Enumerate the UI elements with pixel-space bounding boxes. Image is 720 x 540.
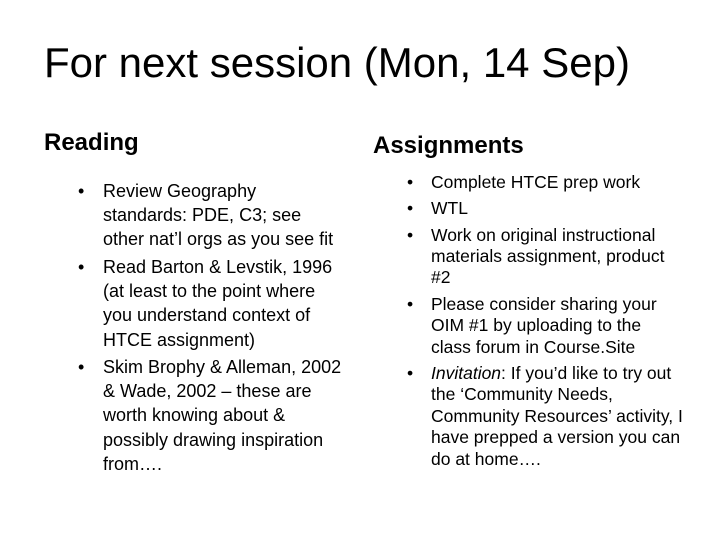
list-item-text: Skim Brophy & Alleman, 2002 & Wade, 2002 – these are worth knowing about & possibly drawing inspiration from…. (103, 356, 342, 475)
assignments-column (373, 132, 683, 470)
bullet-icon: • (78, 180, 85, 201)
list-item (373, 172, 683, 193)
slide-title: For next session (Mon, 14 Sep) (44, 39, 630, 86)
bullet-icon: • (407, 198, 414, 219)
assignments-list (373, 172, 683, 470)
list-item (373, 198, 683, 219)
list-item-text: Complete HTCE prep work (431, 171, 641, 192)
list-item (373, 294, 683, 358)
assignments-heading: Assignments (373, 132, 524, 159)
list-item-text: Work on original instructional materials assignment, product #2 (431, 224, 665, 288)
reading-heading: Reading (44, 129, 139, 156)
list-item (373, 363, 683, 470)
list-item (44, 179, 344, 252)
bullet-icon: • (78, 256, 85, 277)
list-item-text: : If you’d like to try out the ‘Community Needs, Community Resources’ activity, I have prepped a version you can do at home…. (431, 363, 683, 469)
bullet-icon: • (407, 224, 414, 245)
list-item (44, 255, 344, 352)
bullet-icon: • (407, 293, 414, 314)
list-item (44, 355, 344, 476)
reading-list (44, 179, 344, 477)
list-item-text: WTL (431, 198, 468, 219)
list-item-text: Please consider sharing your OIM #1 by uploading to the class forum in Course.Site (431, 293, 657, 357)
bullet-icon: • (78, 356, 85, 377)
list-item (373, 225, 683, 289)
bullet-icon: • (407, 171, 414, 192)
list-item-text: Read Barton & Levstik, 1996 (at least to the point where you understand context of HTCE assignment) (103, 256, 333, 350)
reading-column (44, 129, 344, 476)
bullet-icon: • (407, 363, 414, 384)
list-item-text: Review Geography standards: PDE, C3; see other nat’l orgs as you see fit (103, 180, 334, 250)
list-item-lead: Invitation (431, 363, 502, 384)
